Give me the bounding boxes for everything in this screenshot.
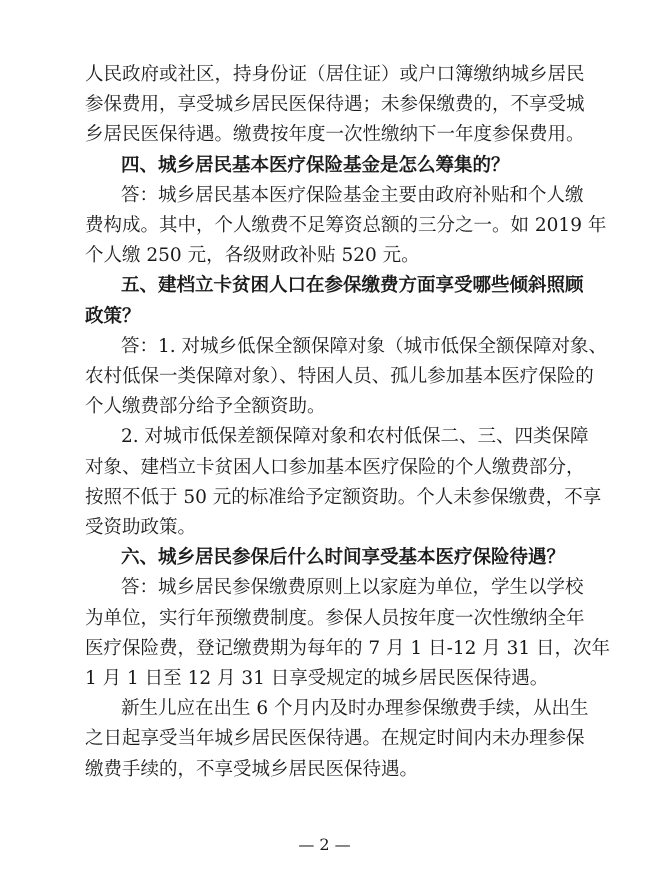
- body-text-line: 个人缴 250 元，各级财政补贴 520 元。: [85, 245, 420, 267]
- body-text-line: 对象、建档立卡贫困人口参加基本医疗保险的个人缴费部分，: [85, 456, 585, 478]
- body-text-line: 2. 对城市低保差额保障对象和农村低保二、三、四类保障: [121, 426, 589, 448]
- body-text-line: 费构成。其中，个人缴费不足筹资总额的三分之一。如 2019 年: [85, 215, 607, 236]
- body-text-line: 参保费用，享受城乡居民医保待遇；未参保缴费的，不享受城: [85, 94, 585, 116]
- body-text-line: 1 月 1 日至 12 月 31 日享受规定的城乡居民医保待遇。: [85, 668, 549, 689]
- body-text-line: 答：1. 对城乡低保全额保障对象（城市低保全额保障对象、: [121, 335, 608, 357]
- section-heading-5-cont: 政策？: [85, 305, 141, 327]
- section-heading-6: 六、城乡居民参保后什么时间享受基本医疗保险待遇？: [121, 547, 566, 569]
- section-heading-4: 四、城乡居民基本医疗保险基金是怎么筹集的？: [121, 154, 510, 176]
- body-text-line: 缴费手续的，不享受城乡居民医保待遇。: [85, 758, 419, 780]
- body-text-line: 新生儿应在出生 6 个月内及时办理参保缴费手续，从出生: [121, 698, 589, 720]
- body-text-line: 受资助政策。: [85, 517, 197, 538]
- page-number: — 2 —: [298, 835, 351, 854]
- body-text-line: 个人缴费部分给予全额资助。: [85, 396, 326, 418]
- body-text-line: 按照不低于 50 元的标准给予定额资助。个人未参保缴费，不享: [85, 486, 602, 508]
- body-text-line: 农村低保一类保障对象）、特困人员、孤儿参加基本医疗保险的: [85, 366, 594, 387]
- body-text-line: 医疗保险费，登记缴费期为每年的 7 月 1 日-12 月 31 日，次年: [85, 637, 611, 659]
- section-heading-5: 五、建档立卡贫困人口在参保缴费方面享受哪些倾斜照顾: [121, 275, 584, 297]
- body-text-line: 之日起享受当年城乡居民医保待遇。在规定时间内未办理参保: [85, 728, 585, 750]
- body-text-line: 乡居民医保待遇。缴费按年度一次性缴纳下一年度参保费用。: [85, 124, 585, 146]
- body-text-line: 人民政府或社区，持身份证（居住证）或户口簿缴纳城乡居民: [85, 64, 585, 85]
- body-text-line: 为单位，实行年预缴费制度。参保人员按年度一次性缴纳全年: [85, 607, 585, 629]
- body-text-line: 答：城乡居民参保缴费原则上以家庭为单位，学生以学校: [121, 577, 584, 599]
- body-text-line: 答：城乡居民基本医疗保险基金主要由政府补贴和个人缴: [121, 184, 584, 206]
